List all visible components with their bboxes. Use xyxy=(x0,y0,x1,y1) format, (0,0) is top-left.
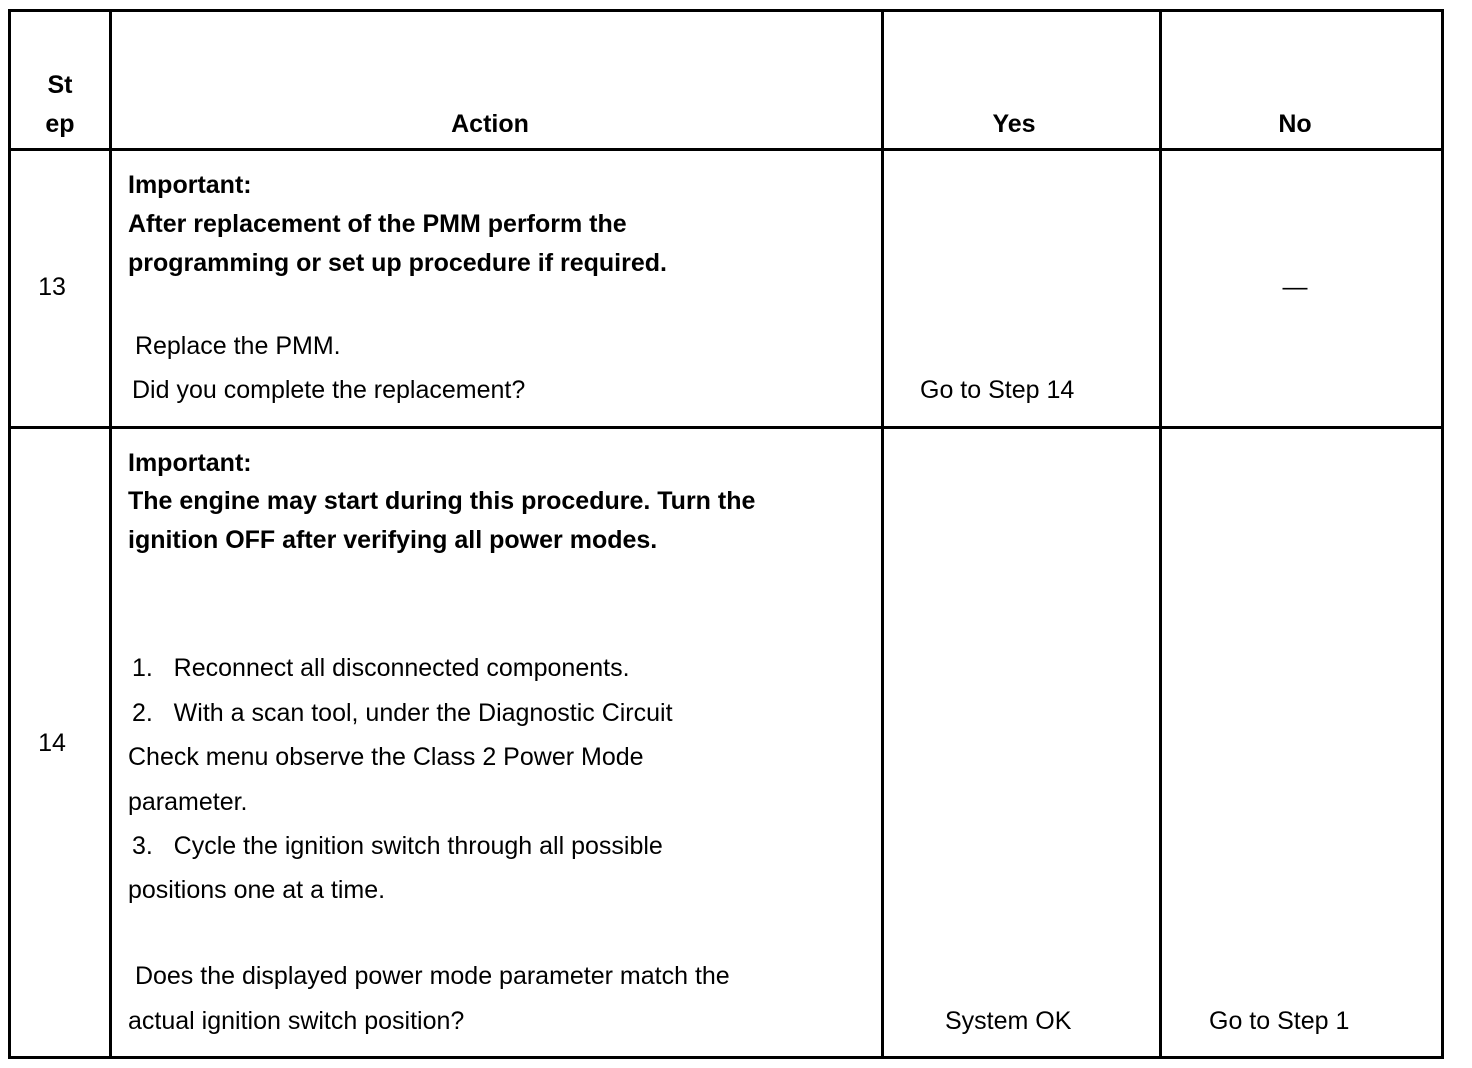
row-14-item-1: 1. Reconnect all disconnected components. xyxy=(132,654,630,682)
row-14-yes: System OK xyxy=(945,1007,1072,1035)
row-14-important-line2: ignition OFF after verifying all power modes. xyxy=(128,526,658,554)
row-13-no: — xyxy=(1282,273,1308,301)
column-divider-yes xyxy=(1159,9,1162,1059)
header-action: Action xyxy=(451,110,529,138)
table-border-top xyxy=(8,9,1444,12)
header-step-line1: St xyxy=(47,71,73,99)
header-no: No xyxy=(1278,110,1312,138)
row-14-question-line1: Does the displayed power mode parameter match the xyxy=(128,962,730,990)
row-14-item-2-line2: Check menu observe the Class 2 Power Mode xyxy=(128,743,644,771)
column-divider-step xyxy=(109,9,112,1059)
row-14-item-2-line1: 2. With a scan tool, under the Diagnostic Circuit xyxy=(132,699,673,727)
row-14-question-line2: actual ignition switch position? xyxy=(128,1007,465,1035)
row-divider xyxy=(8,426,1444,429)
row-14-important-line1: The engine may start during this procedure. Turn the xyxy=(128,487,756,515)
table-border-left xyxy=(8,9,11,1059)
column-divider-action xyxy=(881,9,884,1059)
row-13-question: Did you complete the replacement? xyxy=(132,376,526,404)
row-14-item-3-line1: 3. Cycle the ignition switch through all possible xyxy=(132,832,663,860)
table-border-right xyxy=(1441,9,1444,1059)
row-13-action-line: Replace the PMM. xyxy=(128,332,341,360)
row-14-item-2-line3: parameter. xyxy=(128,788,248,816)
table-border-bottom xyxy=(8,1056,1444,1059)
header-yes: Yes xyxy=(992,110,1036,138)
header-divider xyxy=(8,148,1444,151)
row-13-yes: Go to Step 14 xyxy=(920,376,1075,404)
row-13-step: 13 xyxy=(38,273,66,301)
row-14-important-label: Important: xyxy=(128,449,252,477)
header-step-line2: ep xyxy=(45,110,75,138)
row-14-step: 14 xyxy=(38,729,66,757)
row-13-important-line2: programming or set up procedure if required. xyxy=(128,249,667,277)
row-13-important-line1: After replacement of the PMM perform the xyxy=(128,210,627,238)
row-14-item-3-line2: positions one at a time. xyxy=(128,876,386,904)
row-14-no: Go to Step 1 xyxy=(1209,1007,1350,1035)
row-13-important-label: Important: xyxy=(128,171,252,199)
